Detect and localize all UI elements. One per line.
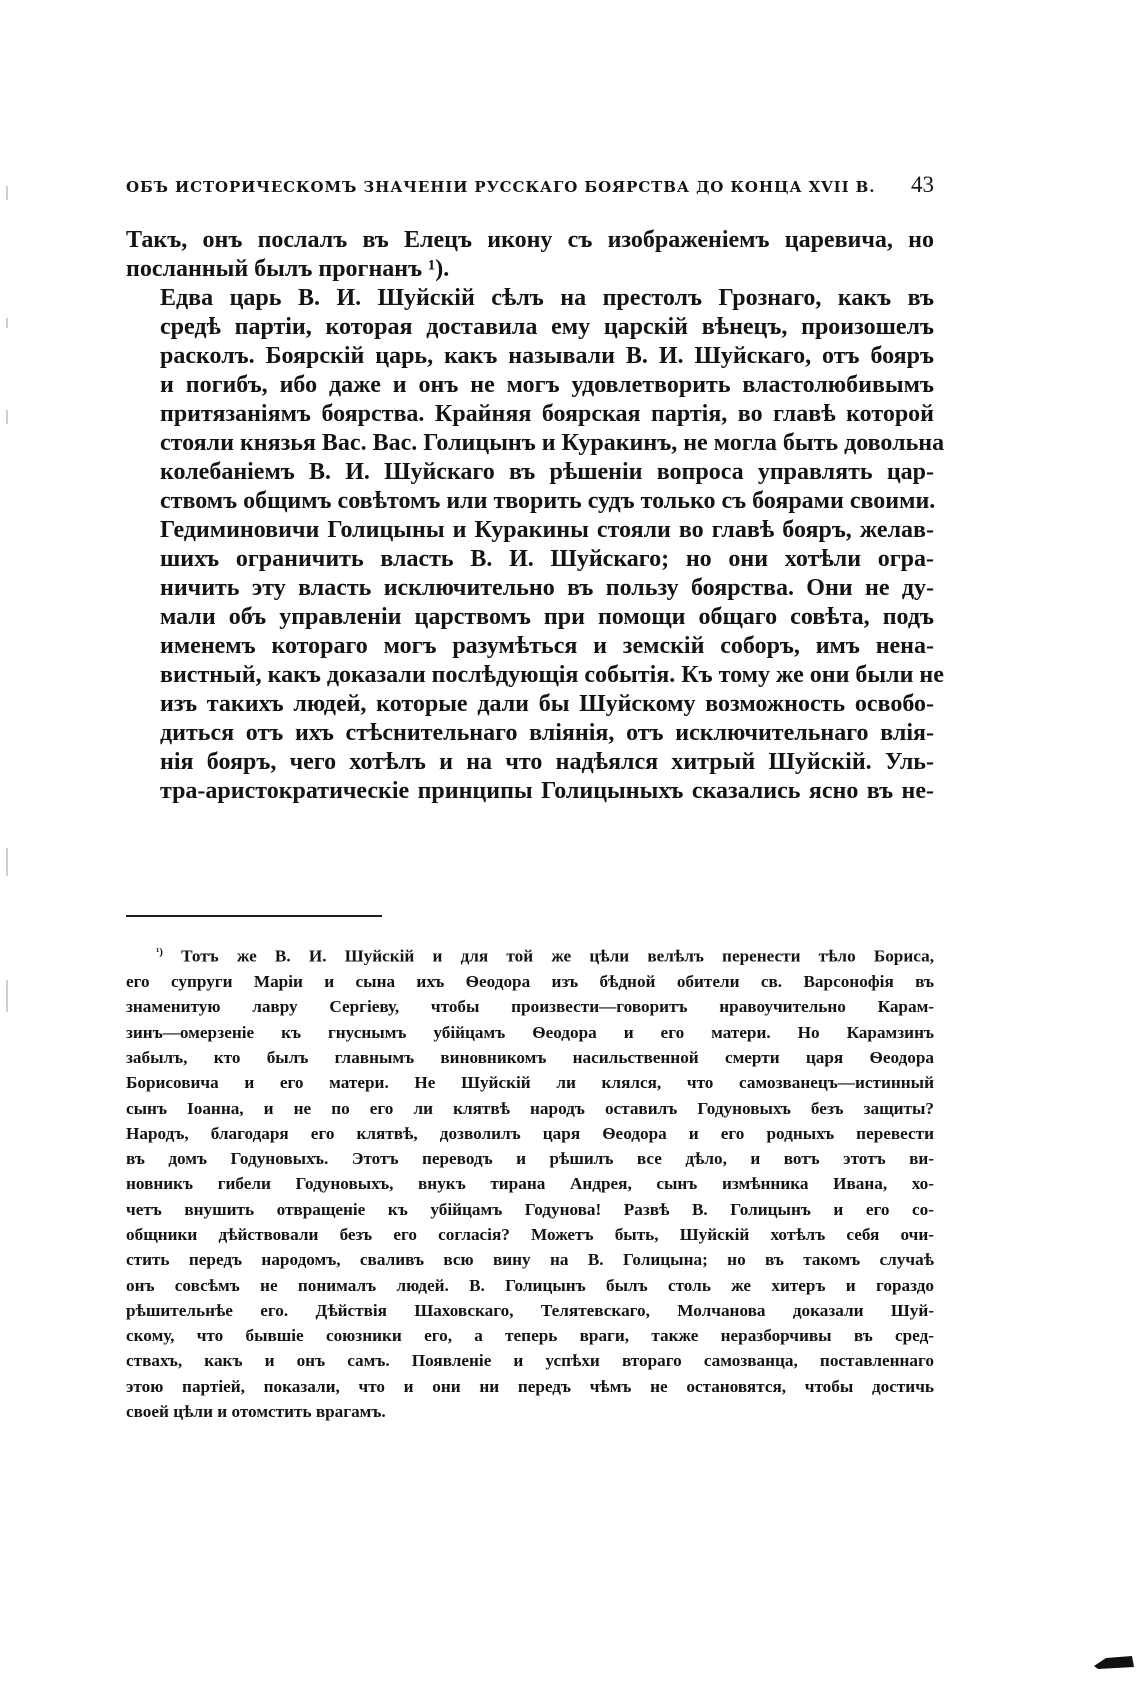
scan-margin-mark bbox=[6, 186, 8, 200]
scan-margin-mark bbox=[6, 848, 8, 876]
footnote-line: ствахъ, какъ и онъ самъ. Появленіе и успѣхи втораго самозванца, поставленнаго bbox=[126, 1351, 934, 1371]
scan-corner-mark bbox=[1092, 1654, 1136, 1670]
text-line: притязаніямъ боярства. Крайняя боярская партія, во главѣ которой bbox=[160, 401, 934, 427]
footnote-line: знаменитую лавру Сергіеву, чтобы произвести—говоритъ нравоучительно Карам- bbox=[126, 997, 934, 1017]
text-line: мали объ управленіи царствомъ при помощи общаго совѣта, подъ bbox=[160, 604, 934, 630]
text-line: шихъ ограничить власть В. И. Шуйскаго; но они хотѣли огра- bbox=[160, 546, 934, 572]
footnote-divider bbox=[126, 915, 382, 917]
footnote-first-line-text: Тотъ же В. И. Шуйскій и для той же цѣли велѣлъ перенести тѣло Бориса, bbox=[181, 946, 935, 966]
footnote-line: новникъ гибели Годуновыхъ, внукъ тирана Андрея, сынъ измѣнника Ивана, хо- bbox=[126, 1174, 934, 1194]
text-line: диться отъ ихъ стѣснительнаго вліянія, отъ исключительнаго влія- bbox=[160, 720, 934, 746]
running-title: ОБЪ ИСТОРИЧЕСКОМЪ ЗНАЧЕНІИ РУССКАГО БОЯРСТВА ДО КОНЦА XVII В. bbox=[126, 178, 876, 196]
footnote-line: онъ совсѣмъ не понималъ людей. В. Голицынъ былъ столь же хитеръ и гораздо bbox=[126, 1275, 934, 1295]
text-line: посланный былъ прогнанъ ¹). bbox=[126, 256, 450, 282]
text-line: вистный, какъ доказали послѣдующія событія. Къ тому же они были не bbox=[160, 662, 944, 688]
footnote-line bbox=[126, 940, 934, 969]
footnote-line: общники дѣйствовали безъ его согласія? Можетъ быть, Шуйскій хотѣлъ себя очи- bbox=[126, 1225, 934, 1244]
text-line: ствомъ общимъ совѣтомъ или творить судъ только съ боярами своими. bbox=[160, 488, 936, 514]
footnote-line: сынъ Іоанна, и не по его ли клятвѣ народъ оставилъ Годуновыхъ безъ защиты? bbox=[126, 1098, 934, 1118]
text-line: расколъ. Боярскій царь, какъ называли В. И. Шуйскаго, отъ бояръ bbox=[160, 343, 934, 369]
paragraph-shuisky bbox=[126, 284, 945, 806]
footnote-line: его супруги Маріи и сына ихъ Ѳеодора изъ бѣдной обители св. Варсонофія въ bbox=[126, 972, 934, 992]
footnote-line: рѣшительнѣе его. Дѣйствія Шаховскаго, Телятевскаго, Молчанова доказали Шуй- bbox=[126, 1300, 934, 1320]
text-line: Такъ, онъ послалъ въ Елецъ икону съ изображеніемъ царевича, но bbox=[126, 227, 934, 253]
text-line: и погибъ, ибо даже и онъ не могъ удовлетворить властолюбивымъ bbox=[160, 372, 934, 398]
footnote-line: скому, что бывшіе союзники его, а теперь враги, также неразборчивы въ сред- bbox=[126, 1326, 934, 1346]
text-line: стояли князья Вас. Вас. Голицынъ и Куракинъ, не могла быть довольна bbox=[160, 430, 945, 456]
page-number: 43 bbox=[911, 172, 934, 197]
running-head bbox=[126, 172, 934, 206]
scan-margin-mark bbox=[6, 318, 8, 328]
footnote-line: стить передъ народомъ, сваливъ всю вину на В. Голицына; но въ такомъ случаѣ bbox=[126, 1250, 934, 1270]
footnote-line: въ домъ Годуновыхъ. Этотъ переводъ и рѣшилъ все дѣло, и вотъ этотъ ви- bbox=[126, 1149, 934, 1169]
text-line: средѣ партіи, которая доставила ему царскій вѣнецъ, произошелъ bbox=[160, 314, 934, 340]
text-line: тра-аристократическіе принципы Голицыныхъ сказались ясно въ не- bbox=[160, 778, 934, 804]
footnote-line: Борисовича и его матери. Не Шуйскій ли клялся, что самозванецъ—истинный bbox=[126, 1073, 934, 1093]
paragraph-continued bbox=[126, 226, 934, 284]
text-line: изъ такихъ людей, которые дали бы Шуйскому возможность освобо- bbox=[160, 691, 934, 717]
scan-margin-mark bbox=[6, 410, 8, 424]
text-line: ничить эту власть исключительно въ пользу боярства. Они не ду- bbox=[160, 575, 934, 601]
main-text bbox=[126, 226, 945, 806]
scan-margin-mark bbox=[6, 980, 8, 1012]
footnote bbox=[126, 940, 934, 1424]
footnote-line: Народъ, благодаря его клятвѣ, дозволилъ царя Ѳеодора и его родныхъ перевести bbox=[126, 1123, 934, 1143]
text-line: именемъ котораго могъ разумѣться и земскій соборъ, имъ нена- bbox=[160, 633, 934, 659]
text-line: колебаніемъ В. И. Шуйскаго въ рѣшеніи вопроса управлять цар- bbox=[160, 459, 934, 485]
footnote-marker: ¹) bbox=[156, 946, 163, 958]
text-line: нія бояръ, чего хотѣлъ и на что надѣялся хитрый Шуйскій. Уль- bbox=[160, 749, 934, 775]
text-line: Едва царь В. И. Шуйскій сѣлъ на престолъ Грознаго, какъ въ bbox=[160, 285, 934, 311]
footnote-line: забылъ, кто былъ главнымъ виновникомъ насильственной смерти царя Ѳеодора bbox=[126, 1047, 934, 1067]
footnote-line: этою партіей, показали, что и они ни передъ чѣмъ не остановятся, чтобы достичь bbox=[126, 1376, 934, 1396]
footnote-line: четъ внушить отвращеніе къ убійцамъ Годунова! Развѣ В. Голицынъ и его со- bbox=[126, 1199, 934, 1219]
footnote-line: зинъ—омерзеніе къ гнуснымъ убійцамъ Ѳеодора и его матери. Но Карамзинъ bbox=[126, 1022, 934, 1042]
text-line: Гедиминовичи Голицыны и Куракины стояли во главѣ бояръ, желав- bbox=[160, 517, 934, 543]
footnote-line: своей цѣли и отомстить врагамъ. bbox=[126, 1402, 386, 1422]
